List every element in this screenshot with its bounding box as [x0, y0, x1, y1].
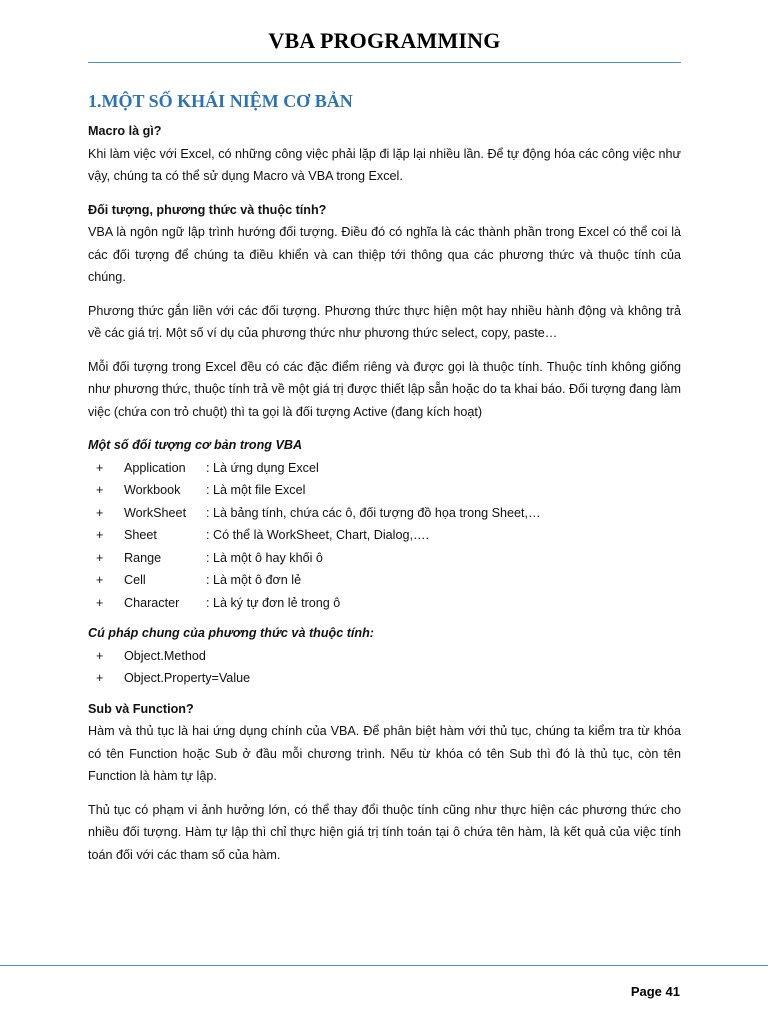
list-item — [88, 645, 681, 668]
page-title: VBA PROGRAMMING — [268, 28, 501, 53]
basic-objects-heading: Một số đối tượng cơ bản trong VBA — [88, 438, 303, 452]
list-item — [88, 547, 681, 570]
plus-bullet-icon: + — [96, 550, 104, 565]
syntax-block — [88, 622, 681, 690]
basic-objects-block — [88, 434, 681, 614]
object-description: : Là bảng tính, chứa các ô, đối tượng đồ họa trong Sheet,… — [206, 505, 541, 520]
macro-block — [88, 120, 681, 188]
syntax-list — [88, 645, 681, 690]
sub-function-paragraph-2: Thủ tục có phạm vi ảnh hưởng lớn, có thể thay đổi thuộc tính cũng như thực hiện các phương thức cho nhiều đối tượng. Hàm tự lập thì chỉ thực hiện giá trị tính toán tại ô chứa tên hàm, là kết quả của việc tính toán đối với các tham số của hàm. — [88, 802, 681, 862]
object-description: : Là ứng dụng Excel — [206, 460, 319, 475]
list-item — [88, 524, 681, 547]
list-item — [88, 569, 681, 592]
sub-function-block — [88, 698, 681, 788]
macro-question: Macro là gì? — [88, 124, 162, 138]
object-term: Character — [124, 595, 180, 610]
plus-bullet-icon: + — [96, 528, 104, 542]
list-item — [88, 502, 681, 525]
page-header — [88, 28, 681, 54]
sub-function-paragraph-1: Hàm và thủ tục là hai ứng dụng chính của VBA. Để phân biệt hàm với thủ tục, chúng ta kiểm tra từ khóa có tên Function hoặc Sub ở đầu mỗi chương trình. Nếu từ khóa có tên Sub thì đó là thủ tục, còn tên Function là hàm tự lập. — [88, 724, 681, 783]
plus-bullet-icon: + — [96, 573, 104, 587]
object-term: Sheet — [124, 528, 157, 542]
objects-question: Đối tượng, phương thức và thuộc tính? — [88, 202, 327, 217]
list-item — [88, 592, 681, 615]
objects-block — [88, 199, 681, 289]
object-description: : Là một ô đơn lẻ — [206, 573, 302, 587]
object-term: Application — [124, 460, 186, 475]
plus-bullet-icon: + — [96, 648, 104, 663]
object-term: Workbook — [124, 483, 181, 497]
plus-bullet-icon: + — [96, 595, 104, 610]
basic-objects-list — [88, 457, 681, 615]
list-item — [88, 457, 681, 480]
list-item — [88, 667, 681, 690]
list-item — [88, 479, 681, 502]
macro-answer: Khi làm việc với Excel, có những công việc phải lặp đi lặp lại nhiều lần. Để tự động hóa các công việc như vậy, chúng ta có thể sử dụng Macro và VBA trong Excel. — [88, 146, 681, 183]
section-heading: 1.MỘT SỐ KHÁI NIỆM CƠ BẢN — [88, 91, 353, 111]
page-number: Page 41 — [630, 984, 680, 999]
plus-bullet-icon: + — [96, 460, 104, 475]
object-term: WorkSheet — [124, 505, 187, 520]
object-term: Cell — [124, 573, 146, 587]
objects-paragraph-1: VBA là ngôn ngữ lập trình hướng đối tượng. Điều đó có nghĩa là các thành phần trong Excel có thể coi là các đối tượng để chúng ta điều khiển và can thiệp tới thông qua các phương thức và thuộc tính của chúng. — [88, 225, 681, 284]
plus-bullet-icon: + — [96, 483, 104, 497]
syntax-item: Object.Property=Value — [124, 671, 251, 685]
objects-paragraph-2: Phương thức gắn liền với các đối tượng. Phương thức thực hiện một hay nhiều hành động và không trả về các giá trị. Một số ví dụ của phương thức như phương thức select, copy, paste… — [88, 303, 681, 340]
object-description: : Là một file Excel — [206, 483, 306, 497]
sub-function-question: Sub và Function? — [88, 701, 194, 716]
object-description: : Là ký tự đơn lẻ trong ô — [206, 595, 341, 610]
document-body — [88, 88, 681, 877]
syntax-item: Object.Method — [124, 648, 206, 663]
objects-paragraph-3: Mỗi đối tượng trong Excel đều có các đặc điểm riêng và được gọi là thuộc tính. Thuộc tính không giống như phương thức, thuộc tính trả về một giá trị được thiết lập sẵn hoặc do ta khai báo. Đối tượng đang làm việc (chứa con trỏ chuột) thì ta gọi là đối tượng Active (đang kích hoạt) — [88, 359, 681, 419]
object-description: : Có thể là WorkSheet, Chart, Dialog,…. — [206, 528, 430, 542]
object-term: Range — [124, 550, 162, 565]
footer-divider — [0, 965, 768, 966]
plus-bullet-icon: + — [96, 671, 104, 685]
plus-bullet-icon: + — [96, 505, 104, 520]
header-divider — [88, 62, 681, 63]
syntax-heading: Cú pháp chung của phương thức và thuộc tính: — [88, 626, 374, 640]
object-description: : Là một ô hay khối ô — [206, 550, 323, 565]
